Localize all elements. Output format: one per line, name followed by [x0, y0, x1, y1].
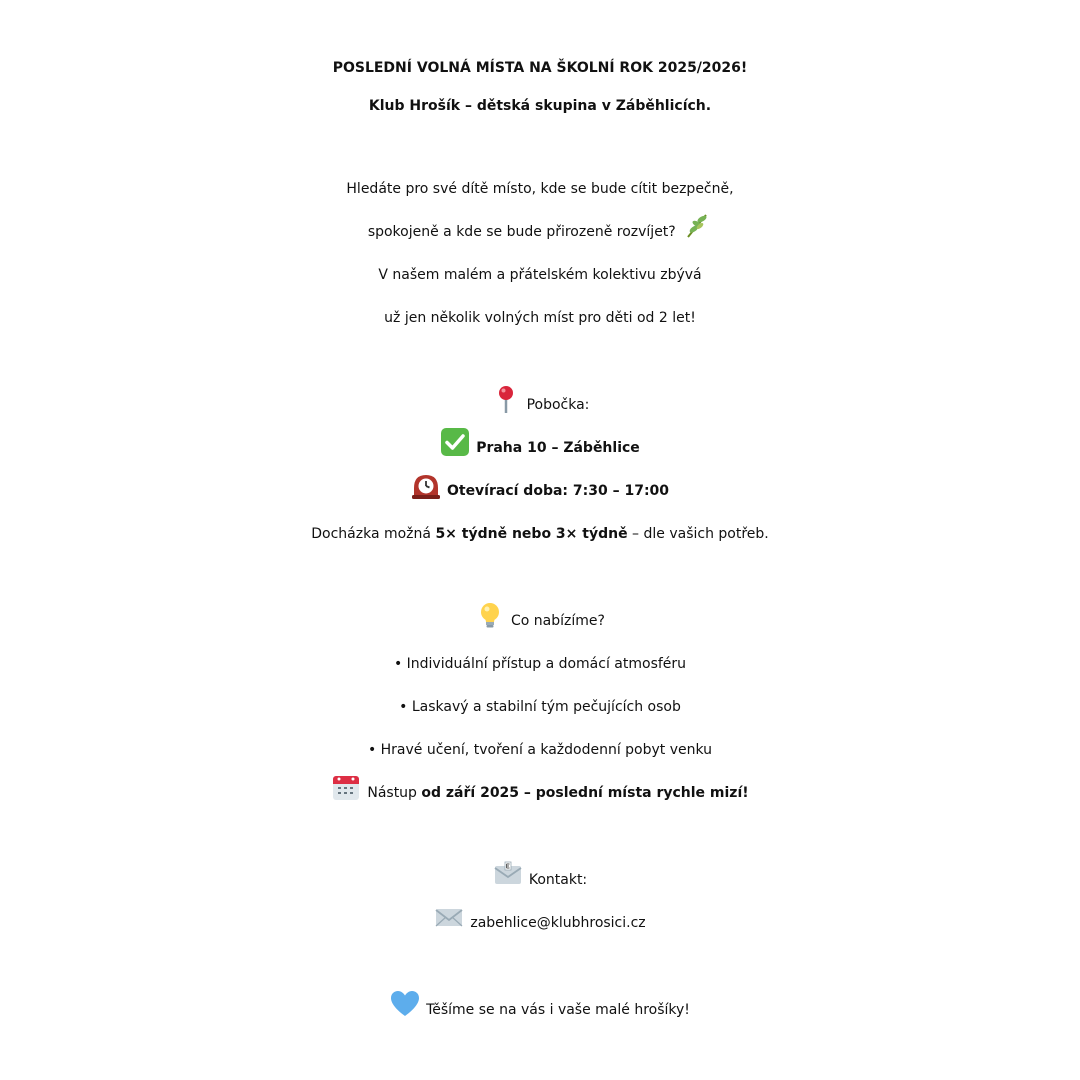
intro-line-2: spokojeně a kde se bude přirozeně rozvíjet? — [0, 211, 1080, 254]
calendar-icon — [331, 772, 361, 802]
branch-label: Pobočka: — [0, 384, 1080, 427]
spacer — [0, 556, 1080, 600]
offer-item-3: • Hravé učení, tvoření a každodenní pobyt venku — [367, 742, 713, 758]
closing-line: Těšíme se na vás i vaše malé hrošíky! — [0, 989, 1080, 1032]
offer-item-1: • Individuální přístup a domácí atmosféru — [393, 656, 687, 672]
envelope-icon — [434, 902, 464, 932]
spacer — [0, 340, 1080, 384]
spacer — [0, 945, 1080, 989]
check-mark-button-icon — [440, 427, 470, 457]
intro-line-4: už jen několik volných míst pro děti od 2 let! — [384, 310, 696, 326]
mantelpiece-clock-icon — [411, 470, 441, 500]
round-pushpin-icon — [491, 384, 521, 414]
light-bulb-icon — [475, 600, 505, 630]
offer-item-2: • Laskavý a stabilní tým pečujících osob — [399, 699, 681, 715]
offer-label: Co nabízíme? — [0, 600, 1080, 643]
page-subtitle: Klub Hrošík – dětská skupina v Záběhlicích. — [368, 98, 712, 114]
start-line: Nástup od září 2025 – poslední místa rychle mizí! — [0, 772, 1080, 815]
intro-line-1: Hledáte pro své dítě místo, kde se bude cítit bezpečně, — [346, 181, 734, 197]
branch-hours: Otevírací doba: 7:30 – 17:00 — [0, 470, 1080, 513]
e-mail-icon — [493, 859, 523, 889]
contact-label: Kontakt: — [0, 859, 1080, 902]
email-link[interactable]: zabehlice@klubhrosici.cz — [470, 915, 646, 931]
herb-icon — [682, 211, 712, 241]
intro-line-3: V našem malém a přátelském kolektivu zbývá — [378, 267, 702, 283]
blue-heart-icon — [390, 989, 420, 1019]
contact-email — [0, 902, 1080, 945]
attendance-line: Docházka možná 5× týdně nebo 3× týdně – dle vašich potřeb. — [311, 526, 769, 542]
branch-location: Praha 10 – Záběhlice — [0, 427, 1080, 470]
page-title: POSLEDNÍ VOLNÁ MÍSTA NA ŠKOLNÍ ROK 2025/2026! — [332, 60, 748, 76]
spacer — [0, 815, 1080, 859]
spacer — [0, 124, 1080, 168]
